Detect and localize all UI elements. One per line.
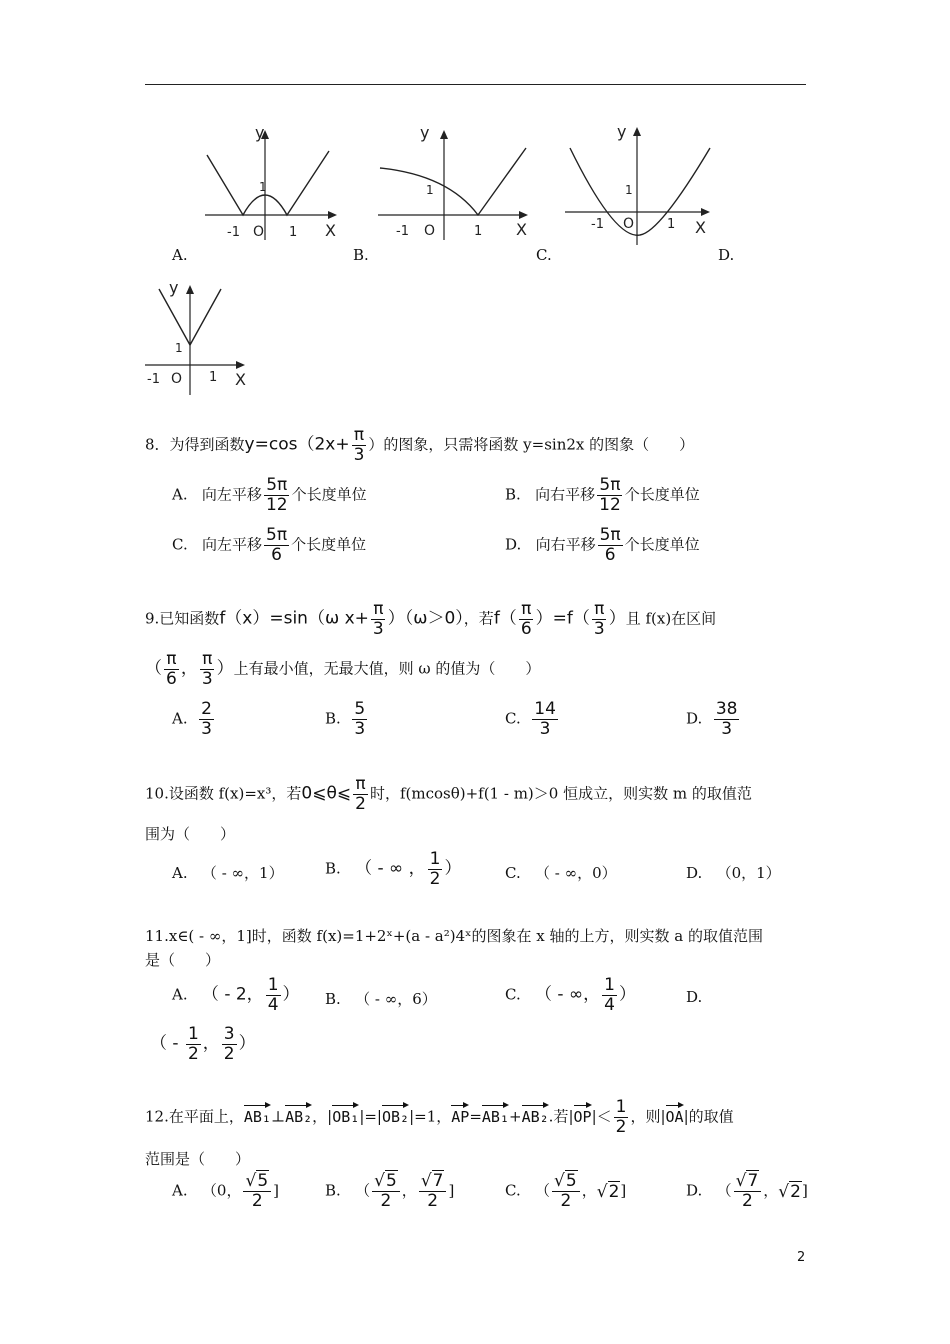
svg-text:-1: -1 xyxy=(396,224,409,239)
q9-option-a[interactable]: A. $\frac{2}{3}$ xyxy=(172,699,212,739)
svg-text:1: 1 xyxy=(426,183,434,197)
svg-text:1: 1 xyxy=(289,225,298,240)
q12-option-b[interactable]: B. （ $\frac{√5}{2}$ ， $\frac{√7}{2}$ ] xyxy=(325,1171,455,1211)
question-11: 11.x∈( - ∞，1]时，函数 f(x)=1+2ˣ+(a - a²)4ˣ的图象在 x 轴的上方，则实数 a 的取值范围 xyxy=(145,927,763,945)
q11-option-a[interactable]: A. （ - 2， $\frac{1}{4}$ ） xyxy=(172,975,300,1015)
q11-option-d[interactable]: D. xyxy=(686,988,703,1006)
svg-text:-1: -1 xyxy=(147,372,160,387)
q12-option-d[interactable]: D. （ $\frac{√7}{2}$ ，√2] xyxy=(686,1171,808,1211)
svg-text:1: 1 xyxy=(175,341,183,355)
graph-d-label: D. xyxy=(718,246,735,264)
graph-c xyxy=(565,120,715,245)
question-12: 12.在平面上，AB₁⊥AB₂，|OB₁|=|OB₂|=1，AP=AB₁+AB₂.若|OP|＜ $\frac{1}{2}$ ，则|OA|的取值 xyxy=(145,1097,734,1137)
q10-option-c[interactable]: C. （ - ∞，0） xyxy=(505,864,617,882)
q9-option-d[interactable]: D. $\frac{38}{3}$ xyxy=(686,699,738,739)
svg-text:y: y xyxy=(420,123,430,142)
page-number: 2 xyxy=(797,1250,806,1265)
svg-text:X: X xyxy=(516,220,527,239)
q12-option-a[interactable]: A. （0， $\frac{√5}{2}$ ] xyxy=(172,1171,279,1211)
svg-text:-1: -1 xyxy=(591,217,604,232)
question-9: 9.已知函数f（x）=sin（ω x+ $\frac{\pi}{3}$ ）（ω＞0），若f（ $\frac{\pi}{6}$ ）=f（ $\frac{\pi}{3}$ ）且 f(x)在区间 xyxy=(145,599,717,639)
svg-text:X: X xyxy=(235,370,246,389)
q8-option-b[interactable]: B. 向右平移 $\frac{5\pi}{12}$ 个长度单位 xyxy=(505,475,700,515)
svg-text:1: 1 xyxy=(474,224,483,239)
question-12-line2: 范围是（ ） xyxy=(145,1150,251,1168)
q10-option-b[interactable]: B. （ - ∞ ， $\frac{1}{2}$ ） xyxy=(325,849,462,889)
question-10: 10.设函数 f(x)=x³，若0⩽θ⩽ $\frac{\pi}{2}$ 时，f(mcosθ)+f(1 - m)＞0 恒成立，则实数 m 的取值范 xyxy=(145,774,752,814)
q8-option-a[interactable]: A. 向左平移 $\frac{5\pi}{12}$ 个长度单位 xyxy=(172,475,367,515)
q12-option-c[interactable]: C. （ $\frac{√5}{2}$ ，√2] xyxy=(505,1171,627,1211)
vector-ob2: OB₂ xyxy=(382,1107,410,1126)
q11-option-b[interactable]: B. （ - ∞，6） xyxy=(325,990,437,1008)
q8-option-d[interactable]: D. 向右平移 $\frac{5\pi}{6}$ 个长度单位 xyxy=(505,525,700,565)
vector-ap: AP xyxy=(451,1107,470,1126)
graph-c-label: C. xyxy=(536,246,552,264)
svg-text:y: y xyxy=(169,278,179,297)
question-8: 8．为得到函数y=cos（2x+ $\frac{\pi}{3}$ ）的图象，只需将函数 y=sin2x 的图象（ ） xyxy=(145,425,695,465)
q10-option-d[interactable]: D. （0，1） xyxy=(686,864,781,882)
question-9-line2: （ $\frac{\pi}{6}$ ， $\frac{\pi}{3}$ ）上有最小值，无最大值，则 ω 的值为（ ） xyxy=(145,649,541,689)
graph-b xyxy=(378,120,538,240)
graph-a-label: A. xyxy=(172,246,188,264)
q11-option-c[interactable]: C. （ - ∞， $\frac{1}{4}$ ） xyxy=(505,975,636,1015)
vector-ab1: AB₁ xyxy=(243,1107,271,1126)
vector-ob1: OB₁ xyxy=(332,1107,360,1126)
svg-text:X: X xyxy=(325,221,336,240)
svg-text:1: 1 xyxy=(625,183,633,197)
svg-text:O: O xyxy=(253,224,265,240)
vector-op: OP xyxy=(573,1107,592,1126)
vector-oa: OA xyxy=(665,1107,684,1126)
question-11-line2: 是（ ） xyxy=(145,951,221,969)
graph-a xyxy=(205,125,345,240)
svg-text:-1: -1 xyxy=(227,225,240,240)
q9-option-c[interactable]: C. $\frac{14}{3}$ xyxy=(505,699,556,739)
q11-option-d-value: （ - $\frac{1}{2}$ ， $\frac{3}{2}$ ） xyxy=(150,1024,256,1064)
header-rule xyxy=(145,84,806,85)
graph-a-y-label: y xyxy=(255,125,265,142)
svg-text:1: 1 xyxy=(667,217,676,232)
svg-text:O: O xyxy=(623,216,635,232)
q10-option-a[interactable]: A. （ - ∞，1） xyxy=(172,864,284,882)
svg-text:1: 1 xyxy=(209,370,218,385)
svg-text:O: O xyxy=(424,223,436,239)
svg-text:y: y xyxy=(617,122,627,141)
svg-text:1: 1 xyxy=(259,180,267,194)
vector-ab2: AB₂ xyxy=(285,1107,313,1126)
question-10-line2: 围为（ ） xyxy=(145,825,236,843)
q8-option-c[interactable]: C. 向左平移 $\frac{5\pi}{6}$ 个长度单位 xyxy=(172,525,367,565)
graph-d xyxy=(145,275,255,395)
svg-text:X: X xyxy=(695,218,706,237)
svg-text:O: O xyxy=(171,371,183,387)
q9-option-b[interactable]: B. $\frac{5}{3}$ xyxy=(325,699,366,739)
graph-b-label: B. xyxy=(353,246,369,264)
